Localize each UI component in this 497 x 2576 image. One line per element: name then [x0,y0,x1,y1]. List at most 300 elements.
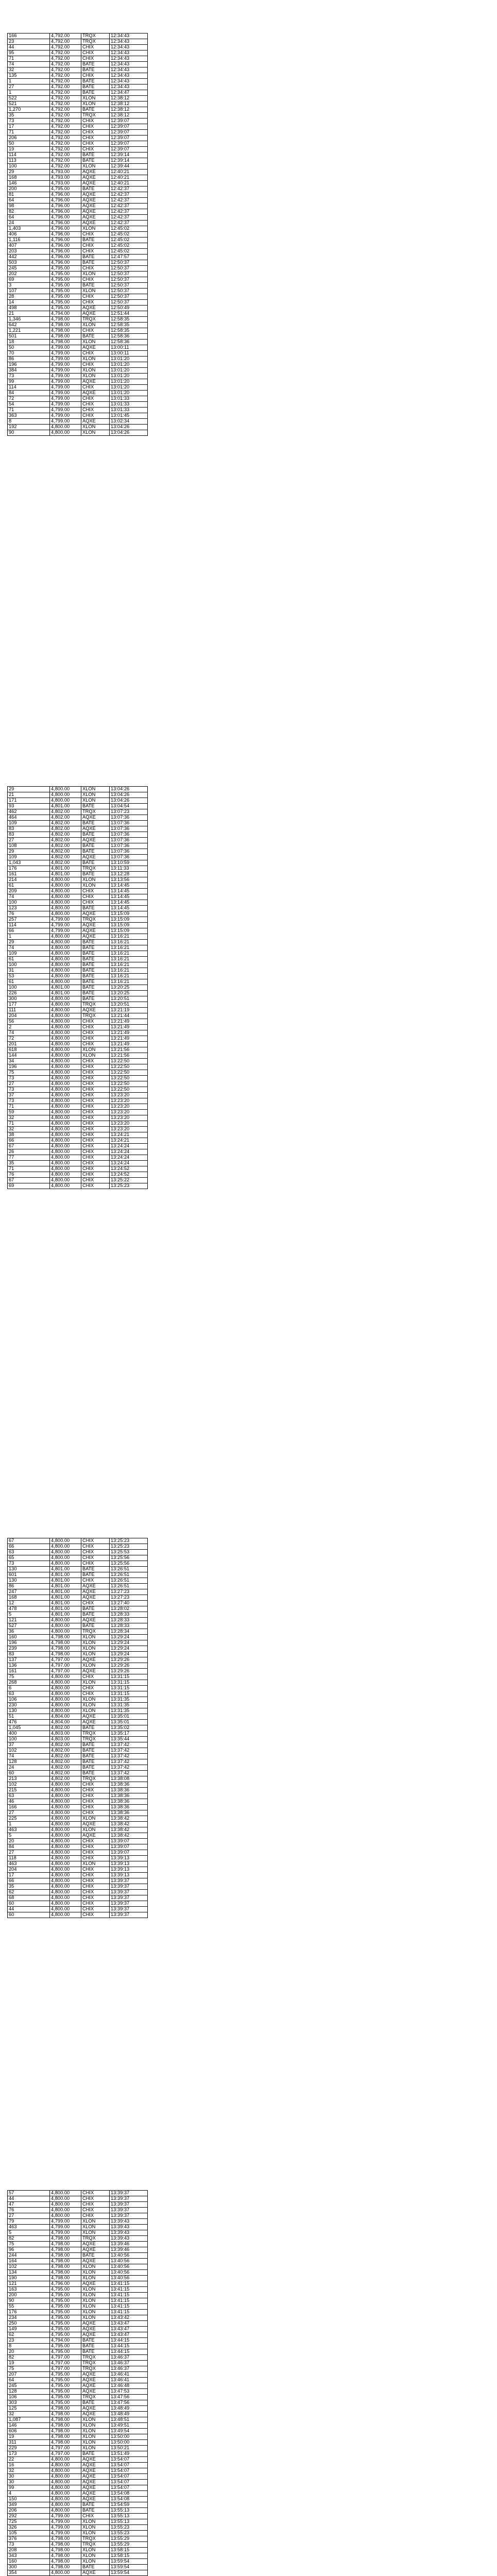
price-cell: 4,800.00 [50,1047,81,1053]
volume-cell: 166 [8,1805,50,1810]
volume-cell: 60 [8,1901,50,1907]
volume-cell: 161 [8,872,50,877]
table-row [8,306,148,311]
venue-cell: CHIX [81,232,110,238]
venue-cell: BATE [81,2502,110,2508]
venue-cell: BATE [81,2338,110,2344]
price-cell: 4,798.00 [50,2559,81,2565]
table-row [8,300,148,306]
volume-cell: 93 [8,804,50,809]
time-cell: 13:38:42 [110,1833,148,1839]
volume-cell: 106 [8,1697,50,1703]
volume-cell: 642 [8,323,50,328]
venue-cell: CHIX [81,1578,110,1584]
table-row [8,985,148,991]
venue-cell: XLON [81,2264,110,2270]
time-cell: 13:22:50 [110,1064,148,1070]
table-row [8,357,148,362]
price-cell: 4,798.00 [50,2259,81,2264]
table-row [8,2225,148,2230]
venue-cell: CHIX [81,2213,110,2219]
venue-cell: AQXE [81,1008,110,1013]
price-cell: 4,801.00 [50,866,81,872]
table-row [8,2383,148,2389]
volume-cell: 111 [8,1008,50,1013]
table-row [8,1890,148,1895]
table-row [8,815,148,821]
time-cell: 13:14:45 [110,889,148,894]
venue-cell: CHIX [81,2191,110,2196]
price-cell: 4,795.00 [50,2298,81,2304]
price-cell: 4,800.00 [50,968,81,974]
time-cell: 13:43:47 [110,2327,148,2332]
table-row [8,1742,148,1748]
time-cell: 12:47:57 [110,255,148,260]
volume-cell: 100 [8,900,50,906]
volume-cell: 464 [8,815,50,821]
price-cell: 4,795.00 [50,2287,81,2293]
price-cell: 4,798.00 [50,2542,81,2548]
table-row [8,974,148,979]
volume-cell: 74 [8,894,50,900]
volume-cell: 21 [8,792,50,798]
volume-cell: 606 [8,2429,50,2434]
table-row [8,39,148,45]
volume-cell: 54 [8,402,50,408]
price-cell: 4,800.00 [50,1042,81,1047]
time-cell: 13:35:01 [110,1714,148,1720]
table-row [8,2281,148,2287]
venue-cell: TRQX [81,866,110,872]
time-cell: 13:10:59 [110,860,148,866]
venue-cell: BATE [81,2400,110,2406]
venue-cell: XLON [81,340,110,345]
venue-cell: CHIX [81,1550,110,1555]
venue-cell: BATE [81,872,110,877]
time-cell: 13:04:54 [110,804,148,809]
price-cell: 4,802.00 [50,1725,81,1731]
time-cell: 12:50:37 [110,277,148,283]
volume-cell: 61 [8,979,50,985]
table-row [8,2525,148,2531]
price-cell: 4,799.00 [50,379,81,385]
table-row [8,2259,148,2264]
venue-cell: XLON [81,1047,110,1053]
volume-cell: 61 [8,957,50,962]
time-cell: 13:43:47 [110,2332,148,2338]
price-cell: 4,800.00 [50,1053,81,1059]
table-row [8,1110,148,1115]
volume-cell: 32 [8,2412,50,2417]
venue-cell: XLON [81,226,110,232]
price-cell: 4,798.00 [50,334,81,340]
table-row [8,147,148,152]
table-row [8,1901,148,1907]
price-cell: 4,800.00 [50,974,81,979]
volume-cell: 150 [8,2497,50,2502]
table-row [8,56,148,62]
venue-cell: AQXE [81,2480,110,2485]
volume-cell: 130 [8,1578,50,1584]
table-row [8,294,148,300]
venue-cell: BATE [81,2253,110,2259]
volume-cell: 128 [8,1759,50,1765]
table-row [8,430,148,436]
volume-cell: 44 [8,45,50,50]
venue-cell: CHIX [81,1601,110,1606]
table-row [8,334,148,340]
volume-cell: 68 [8,1895,50,1901]
table-row [8,408,148,413]
volume-cell: 74 [8,1754,50,1759]
time-cell: 13:59:54 [110,2570,148,2576]
venue-cell: BATE [81,1754,110,1759]
table-row [8,2349,148,2355]
table-row [8,1771,148,1776]
table-row [8,889,148,894]
volume-cell: 114 [8,923,50,928]
price-cell: 4,800.00 [50,1110,81,1115]
volume-cell: 123 [8,906,50,911]
table-row [8,928,148,934]
volume-cell: 37 [8,1093,50,1098]
time-cell: 12:34:43 [110,33,148,39]
volume-cell: 250 [8,2321,50,2327]
venue-cell: BATE [81,255,110,260]
volume-cell: 73 [8,1076,50,1081]
venue-cell: CHIX [81,1104,110,1110]
volume-cell: 28 [8,294,50,300]
price-cell: 4,804.00 [50,1714,81,1720]
price-cell: 4,800.00 [50,1680,81,1686]
volume-cell: 196 [8,1064,50,1070]
volume-cell: 166 [8,33,50,39]
time-cell: 13:07:36 [110,832,148,838]
price-cell: 4,797.00 [50,2361,81,2366]
price-cell: 4,802.00 [50,860,81,866]
table-row [8,1618,148,1623]
volume-cell: 83 [8,832,50,838]
volume-cell: 82 [8,2355,50,2361]
table-row [8,1810,148,1816]
price-cell: 4,800.00 [50,1833,81,1839]
time-cell: 13:31:35 [110,1697,148,1703]
volume-cell: 27 [8,838,50,843]
price-cell: 4,801.00 [50,1595,81,1601]
time-cell: 13:39:13 [110,1861,148,1867]
time-cell: 13:21:19 [110,1008,148,1013]
time-cell: 12:50:37 [110,300,148,306]
time-cell: 13:39:07 [110,1839,148,1844]
venue-cell: CHIX [81,328,110,334]
volume-cell: 203 [8,249,50,255]
volume-cell: 363 [8,413,50,419]
volume-cell: 34 [8,1059,50,1064]
venue-cell: AQXE [81,345,110,351]
table-row [8,1640,148,1646]
volume-cell: 75 [8,2366,50,2372]
time-cell: 13:38:36 [110,1793,148,1799]
table-row [8,1833,148,1839]
table-row [8,1550,148,1555]
venue-cell: AQXE [81,2412,110,2417]
venue-cell: BATE [81,260,110,266]
time-cell: 13:26:51 [110,1572,148,1578]
venue-cell: CHIX [81,1912,110,1918]
price-cell: 4,800.00 [50,1697,81,1703]
time-cell: 12:45:02 [110,243,148,249]
time-cell: 13:16:21 [110,974,148,979]
price-cell: 4,798.00 [50,2565,81,2570]
table-row [8,957,148,962]
volume-cell: 72 [8,396,50,402]
volume-cell: 73 [8,1098,50,1104]
venue-cell: AQXE [81,2474,110,2480]
table-row [8,90,148,96]
table-row [8,1059,148,1064]
volume-cell: 442 [8,255,50,260]
table-row [8,1867,148,1873]
volume-cell: 202 [8,272,50,277]
venue-cell: XLON [81,1646,110,1652]
venue-cell: CHIX [81,2208,110,2213]
volume-cell: 76 [8,911,50,917]
time-cell: 13:39:46 [110,2242,148,2247]
price-cell: 4,797.00 [50,1669,81,1674]
venue-cell: CHIX [81,1115,110,1121]
time-cell: 13:21:49 [110,1042,148,1047]
price-cell: 4,798.00 [50,1640,81,1646]
venue-cell: BATE [81,2451,110,2457]
volume-cell: 226 [8,991,50,996]
volume-cell: 478 [8,1606,50,1612]
table-row [8,101,148,107]
volume-cell: 1,403 [8,226,50,232]
volume-cell: 200 [8,187,50,192]
price-cell: 4,800.00 [50,877,81,883]
venue-cell: CHIX [81,50,110,56]
venue-cell: CHIX [81,1782,110,1788]
table-row [8,379,148,385]
volume-cell: 1,116 [8,238,50,243]
venue-cell: XLON [81,2219,110,2225]
price-cell: 4,800.00 [50,1873,81,1878]
time-cell: 13:41:15 [110,2310,148,2315]
price-cell: 4,792.00 [50,130,81,135]
time-cell: 13:21:49 [110,1019,148,1025]
volume-cell: 29 [8,787,50,792]
venue-cell: BATE [81,67,110,73]
price-cell: 4,792.00 [50,33,81,39]
table-row [8,187,148,192]
price-cell: 4,800.00 [50,2485,81,2491]
venue-cell: CHIX [81,1538,110,1544]
price-cell: 4,798.00 [50,2236,81,2242]
table-row [8,1121,148,1127]
volume-cell: 47 [8,2202,50,2208]
table-row [8,1127,148,1132]
volume-cell: 1 [8,934,50,940]
price-cell: 4,792.00 [50,62,81,67]
time-cell: 13:40:56 [110,2264,148,2270]
table-row [8,402,148,408]
venue-cell: CHIX [81,277,110,283]
price-cell: 4,800.00 [50,1901,81,1907]
venue-cell: AQXE [81,311,110,317]
price-cell: 4,797.00 [50,2366,81,2372]
venue-cell: CHIX [81,1172,110,1178]
table-row [8,1064,148,1070]
volume-cell: 192 [8,425,50,430]
price-cell: 4,799.00 [50,2531,81,2536]
venue-cell: XLON [81,1663,110,1669]
table-row [8,2446,148,2451]
venue-cell: BATE [81,2565,110,2570]
price-cell: 4,792.00 [50,96,81,101]
venue-cell: AQXE [81,928,110,934]
price-cell: 4,800.00 [50,945,81,951]
venue-cell: XLON [81,2531,110,2536]
price-cell: 4,800.00 [50,2502,81,2508]
volume-cell: 71 [8,1104,50,1110]
table-row [8,1878,148,1884]
time-cell: 13:29:24 [110,1640,148,1646]
table-row [8,1612,148,1618]
time-cell: 12:39:07 [110,124,148,130]
time-cell: 13:07:36 [110,815,148,821]
volume-cell: 196 [8,1640,50,1646]
time-cell: 13:46:37 [110,2366,148,2372]
table-row [8,1047,148,1053]
venue-cell: BATE [81,1606,110,1612]
volume-cell: 109 [8,855,50,860]
time-cell: 13:40:56 [110,2276,148,2281]
time-cell: 13:07:36 [110,849,148,855]
time-cell: 13:28:33 [110,1612,148,1618]
venue-cell: XLON [81,1635,110,1640]
time-cell: 13:23:20 [110,1121,148,1127]
venue-cell: BATE [81,1759,110,1765]
table-row [8,2417,148,2423]
price-cell: 4,800.00 [50,1793,81,1799]
venue-cell: XLON [81,798,110,804]
venue-cell: BATE [81,1623,110,1629]
price-cell: 4,799.00 [50,2225,81,2230]
volume-cell: 100 [8,1737,50,1742]
volume-cell: 303 [8,2400,50,2406]
volume-cell: 1,043 [8,860,50,866]
table-row [8,1776,148,1782]
table-row [8,2236,148,2242]
volume-cell: 76 [8,2208,50,2213]
venue-cell: CHIX [81,1149,110,1155]
price-cell: 4,800.00 [50,1127,81,1132]
volume-cell: 161 [8,1669,50,1674]
volume-cell: 73 [8,118,50,124]
venue-cell: CHIX [81,1110,110,1115]
volume-cell: 16 [8,2463,50,2468]
time-cell: 12:58:36 [110,334,148,340]
table-row [8,385,148,391]
table-row [8,2565,148,2570]
table-row [8,2276,148,2281]
time-cell: 13:07:36 [110,826,148,832]
time-cell: 13:54:07 [110,2480,148,2485]
volume-cell: 200 [8,2293,50,2298]
price-cell: 4,795.00 [50,300,81,306]
time-cell: 13:01:33 [110,402,148,408]
time-cell: 12:38:12 [110,101,148,107]
time-cell: 13:01:20 [110,374,148,379]
time-cell: 12:42:37 [110,221,148,226]
price-cell: 4,798.00 [50,2412,81,2417]
time-cell: 13:07:23 [110,809,148,815]
table-row [8,181,148,187]
price-cell: 4,798.00 [50,2253,81,2259]
price-cell: 4,798.00 [50,1635,81,1640]
table-row [8,1025,148,1030]
time-cell: 12:34:43 [110,79,148,84]
table-row [8,1703,148,1708]
table-row [8,917,148,923]
volume-cell: 83 [8,1652,50,1657]
venue-cell: CHIX [81,1890,110,1895]
table-row [8,1623,148,1629]
price-cell: 4,796.00 [50,215,81,221]
table-row [8,1161,148,1166]
venue-cell: CHIX [81,1121,110,1127]
venue-cell: XLON [81,1053,110,1059]
venue-cell: CHIX [81,147,110,152]
volume-cell: 1 [8,79,50,84]
table-row [8,838,148,843]
venue-cell: BATE [81,906,110,911]
venue-cell: BATE [81,996,110,1002]
volume-cell: 463 [8,1861,50,1867]
time-cell: 13:31:35 [110,1708,148,1714]
price-cell: 4,800.00 [50,900,81,906]
table-row [8,1629,148,1635]
table-row [8,1697,148,1703]
table-row [8,118,148,124]
time-cell: 13:44:15 [110,2344,148,2349]
price-cell: 4,800.00 [50,1907,81,1912]
venue-cell: CHIX [81,1155,110,1161]
venue-cell: CHIX [81,1544,110,1550]
time-cell: 13:39:13 [110,1856,148,1861]
time-cell: 13:26:51 [110,1578,148,1584]
volume-cell: 102 [8,1748,50,1754]
volume-cell: 106 [8,2395,50,2400]
time-cell: 13:26:51 [110,1584,148,1589]
time-cell: 13:55:13 [110,2519,148,2525]
venue-cell: CHIX [81,1805,110,1810]
volume-cell: 618 [8,1047,50,1053]
trade-table-page-3 [7,1538,148,1918]
table-row [8,1584,148,1589]
time-cell: 13:29:24 [110,1635,148,1640]
table-row [8,283,148,289]
time-cell: 13:59:54 [110,2559,148,2565]
price-cell: 4,798.00 [50,323,81,328]
price-cell: 4,800.00 [50,883,81,889]
table-row [8,1098,148,1104]
price-cell: 4,800.00 [50,1166,81,1172]
price-cell: 4,800.00 [50,1629,81,1635]
volume-cell: 136 [8,1663,50,1669]
table-row [8,345,148,351]
price-cell: 4,800.00 [50,1822,81,1827]
